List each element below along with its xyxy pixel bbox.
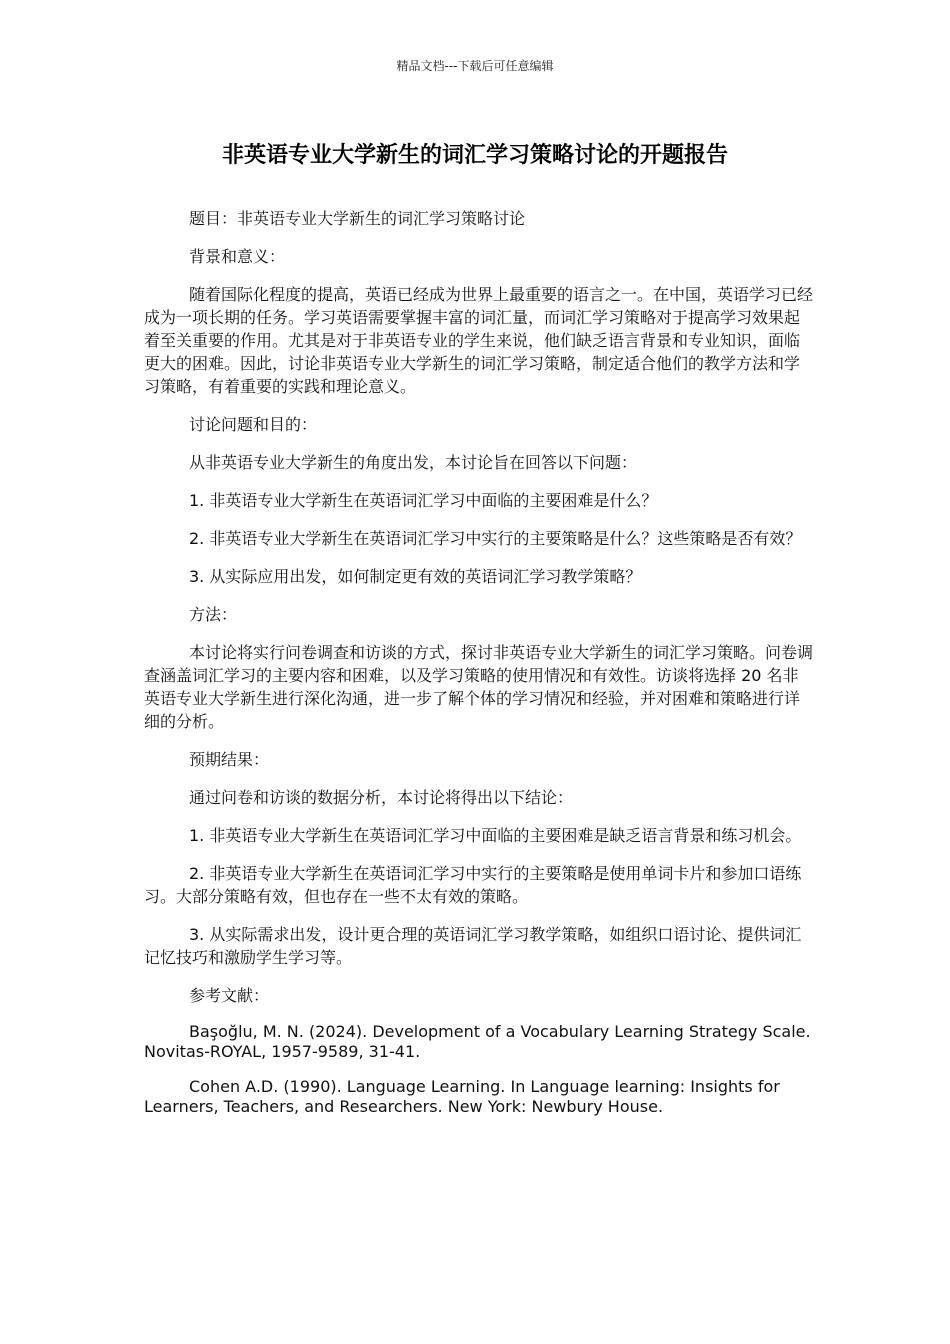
reference-item-1: Başoğlu, M. N. (2024). Development of a Vocabulary Learning Strategy Scale. Novitas-ROYAL, 1957-9589, 31-41. xyxy=(144,1022,811,1061)
topic-line: 题目：非英语专业大学新生的词汇学习策略讨论 xyxy=(189,209,526,228)
results-intro: 通过问卷和访谈的数据分析，本讨论将得出以下结论： xyxy=(189,788,574,807)
reference-item-2: Cohen A.D. (1990). Language Learning. In Language learning: Insights for Learners, Teachers, and Researchers. New York: Newbury House. xyxy=(144,1077,780,1116)
background-paragraph: 随着国际化程度的提高，英语已经成为世界上最重要的语言之一。在中国，英语学习已经成为一项长期的任务。学习英语需要掌握丰富的词汇量，而词汇学习策略对于提高学习效果起着至关重要的作用。尤其是对于非英语专业的学生来说，他们缺乏语言背景和专业知识，面临更大的困难。因此，讨论非英语专业大学新生的词汇学习策略，制定适合他们的教学方法和学习策略，有着重要的实践和理论意义。 xyxy=(144,285,814,396)
document-body xyxy=(144,207,814,1132)
question-item-2: 2. 非英语专业大学新生在英语词汇学习中实行的主要策略是什么？这些策略是否有效？ xyxy=(189,529,802,548)
section-heading-references: 参考文献： xyxy=(189,986,270,1005)
section-heading-background: 背景和意义： xyxy=(189,247,286,266)
question-item-1: 1. 非英语专业大学新生在英语词汇学习中面临的主要困难是什么？ xyxy=(189,491,658,510)
section-heading-questions: 讨论问题和目的： xyxy=(189,415,318,434)
header-note: 精品文档---下载后可任意编辑 xyxy=(396,59,554,73)
document-title: 非英语专业大学新生的词汇学习策略讨论的开题报告 xyxy=(221,143,728,168)
question-item-3: 3. 从实际应用出发，如何制定更有效的英语词汇学习教学策略？ xyxy=(189,567,642,586)
result-item-3: 3. 从实际需求出发，设计更合理的英语词汇学习教学策略，如组织口语讨论、提供词汇记忆技巧和激励学生学习等。 xyxy=(144,925,802,967)
section-heading-results: 预期结果： xyxy=(189,750,270,769)
section-heading-method: 方法： xyxy=(189,605,238,624)
result-item-1: 1. 非英语专业大学新生在英语词汇学习中面临的主要困难是缺乏语言背景和练习机会。 xyxy=(189,826,802,845)
method-paragraph: 本讨论将实行问卷调查和访谈的方式，探讨非英语专业大学新生的词汇学习策略。问卷调查涵盖词汇学习的主要内容和困难，以及学习策略的使用情况和有效性。访谈将选择 20 名非英语专业大学新生进行深化沟通，进一步了解个体的学习情况和经验，并对困难和策略进行详细的分析。 xyxy=(144,643,814,731)
questions-intro: 从非英语专业大学新生的角度出发，本讨论旨在回答以下问题： xyxy=(189,453,638,472)
result-item-2: 2. 非英语专业大学新生在英语词汇学习中实行的主要策略是使用单词卡片和参加口语练习。大部分策略有效，但也存在一些不太有效的策略。 xyxy=(144,864,802,906)
